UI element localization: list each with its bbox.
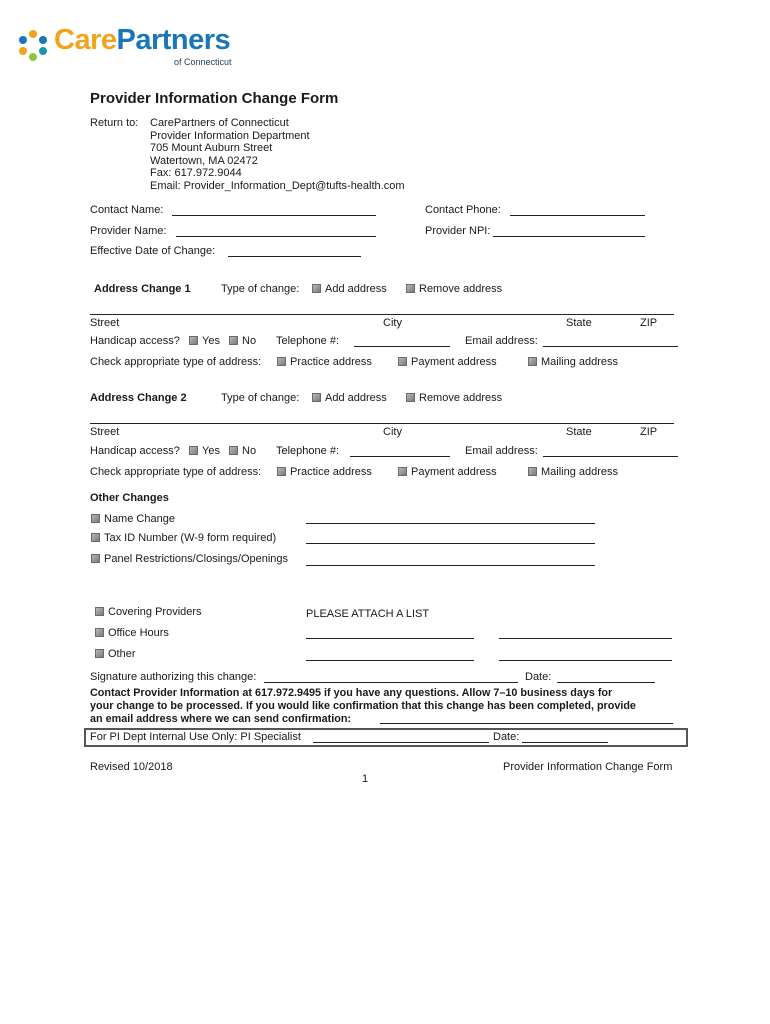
address-1-line[interactable] <box>90 314 674 315</box>
logo-mark-icon <box>16 28 50 62</box>
handicap-no-2[interactable]: No <box>229 445 256 457</box>
telephone-label-2: Telephone #: <box>276 445 339 457</box>
checkbox-icon[interactable] <box>229 336 238 345</box>
mailing-address-option-2[interactable]: Mailing address <box>528 466 618 478</box>
check-type-label-2: Check appropriate type of address: <box>90 466 262 478</box>
revised-date: Revised 10/2018 <box>90 761 173 773</box>
contact-phone-label: Contact Phone: <box>425 204 501 216</box>
covering-providers-option[interactable]: Covering Providers <box>95 606 202 618</box>
other-option[interactable]: Other <box>95 648 136 660</box>
checkbox-icon[interactable] <box>277 467 286 476</box>
panel-option[interactable]: Panel Restrictions/Closings/Openings <box>91 553 288 565</box>
notice-line-3: an email address where we can send confirmation: <box>90 713 352 725</box>
contact-name-field[interactable] <box>172 215 376 216</box>
checkbox-icon[interactable] <box>91 514 100 523</box>
name-change-field[interactable] <box>306 523 595 524</box>
telephone-label-1: Telephone #: <box>276 335 339 347</box>
notice-line-1: Contact Provider Information at 617.972.9495 if you have any questions. Allow 7–10 business days for <box>90 687 613 699</box>
remove-address-option-2[interactable]: Remove address <box>406 392 502 404</box>
pi-specialist-field[interactable] <box>313 742 489 743</box>
telephone-field-2[interactable] <box>350 456 450 457</box>
office-hours-field-2[interactable] <box>499 638 672 639</box>
provider-name-field[interactable] <box>176 236 376 237</box>
checkbox-icon[interactable] <box>312 284 321 293</box>
signature-field[interactable] <box>264 682 518 683</box>
footer-form-name: Provider Information Change Form <box>503 761 673 773</box>
checkbox-icon[interactable] <box>95 607 104 616</box>
name-change-option[interactable]: Name Change <box>91 513 175 525</box>
checkbox-icon[interactable] <box>95 628 104 637</box>
internal-date-label: Date: <box>493 731 520 743</box>
checkbox-icon[interactable] <box>95 649 104 658</box>
effective-date-field[interactable] <box>228 256 361 257</box>
handicap-label-2: Handicap access? <box>90 445 180 457</box>
checkbox-icon[interactable] <box>528 357 537 366</box>
page-title: Provider Information Change Form <box>90 90 339 107</box>
tax-id-field[interactable] <box>306 543 595 544</box>
contact-phone-field[interactable] <box>510 215 645 216</box>
contact-name-label: Contact Name: <box>90 204 164 216</box>
telephone-field-1[interactable] <box>354 346 450 347</box>
signature-label: Signature authorizing this change: <box>90 671 257 683</box>
handicap-label-1: Handicap access? <box>90 335 180 347</box>
return-to-label: Return to: <box>90 117 139 129</box>
logo-partners-text: Partners <box>116 24 231 56</box>
state-label-1: State <box>566 317 592 329</box>
checkbox-icon[interactable] <box>406 393 415 402</box>
notice-line-2: your change to be processed. If you would like confirmation that this change has been completed, provide <box>90 700 636 712</box>
handicap-no-1[interactable]: No <box>229 335 256 347</box>
page-number: 1 <box>362 773 369 785</box>
email-label-1: Email address: <box>465 335 538 347</box>
state-label-2: State <box>566 426 592 438</box>
provider-npi-label: Provider NPI: <box>425 225 491 237</box>
return-to-line-3: 705 Mount Auburn Street <box>150 142 273 154</box>
email-field-2[interactable] <box>543 456 678 457</box>
attach-list-note: PLEASE ATTACH A LIST <box>306 608 430 620</box>
return-to-line-5: Fax: 617.972.9044 <box>150 167 242 179</box>
payment-address-option-1[interactable]: Payment address <box>398 356 497 368</box>
other-changes-heading: Other Changes <box>90 492 169 504</box>
handicap-yes-1[interactable]: Yes <box>189 335 220 347</box>
practice-address-option-1[interactable]: Practice address <box>277 356 372 368</box>
city-label-2: City <box>383 426 402 438</box>
street-label-1: Street <box>90 317 120 329</box>
checkbox-icon[interactable] <box>91 554 100 563</box>
checkbox-icon[interactable] <box>528 467 537 476</box>
city-label-1: City <box>383 317 402 329</box>
checkbox-icon[interactable] <box>312 393 321 402</box>
office-hours-option[interactable]: Office Hours <box>95 627 169 639</box>
provider-name-label: Provider Name: <box>90 225 167 237</box>
remove-address-option-1[interactable]: Remove address <box>406 283 502 295</box>
email-label-2: Email address: <box>465 445 538 457</box>
provider-npi-field[interactable] <box>493 236 645 237</box>
add-address-option-1[interactable]: Add address <box>312 283 387 295</box>
other-field-1[interactable] <box>306 660 474 661</box>
office-hours-field-1[interactable] <box>306 638 474 639</box>
type-of-change-label-2: Type of change: <box>221 392 300 404</box>
signature-date-label: Date: <box>525 671 552 683</box>
checkbox-icon[interactable] <box>398 467 407 476</box>
checkbox-icon[interactable] <box>406 284 415 293</box>
payment-address-option-2[interactable]: Payment address <box>398 466 497 478</box>
checkbox-icon[interactable] <box>277 357 286 366</box>
handicap-yes-2[interactable]: Yes <box>189 445 220 457</box>
checkbox-icon[interactable] <box>229 446 238 455</box>
other-field-2[interactable] <box>499 660 672 661</box>
effective-date-label: Effective Date of Change: <box>90 245 216 257</box>
type-of-change-label-1: Type of change: <box>221 283 300 295</box>
check-type-label-1: Check appropriate type of address: <box>90 356 262 368</box>
checkbox-icon[interactable] <box>91 533 100 542</box>
zip-label-2: ZIP <box>640 426 658 438</box>
panel-field[interactable] <box>306 565 595 566</box>
address-change-2-heading: Address Change 2 <box>90 392 187 404</box>
logo-sub-text: of Connecticut <box>174 57 232 67</box>
checkbox-icon[interactable] <box>398 357 407 366</box>
return-to-line-6: Email: Provider_Information_Dept@tufts-health.com <box>150 180 405 192</box>
add-address-option-2[interactable]: Add address <box>312 392 387 404</box>
street-label-2: Street <box>90 426 120 438</box>
tax-id-option[interactable]: Tax ID Number (W-9 form required) <box>91 532 276 544</box>
checkbox-icon[interactable] <box>189 336 198 345</box>
zip-label-1: ZIP <box>640 317 658 329</box>
confirmation-email-field[interactable] <box>380 723 673 724</box>
logo <box>16 24 256 72</box>
checkbox-icon[interactable] <box>189 446 198 455</box>
logo-care-text: Care <box>54 24 117 56</box>
internal-use-label: For PI Dept Internal Use Only: PI Specialist <box>90 731 301 743</box>
return-to-line-2: Provider Information Department <box>150 130 310 142</box>
practice-address-option-2[interactable]: Practice address <box>277 466 372 478</box>
signature-date-field[interactable] <box>557 682 655 683</box>
return-to-line-1: CarePartners of Connecticut <box>150 117 289 129</box>
address-2-line[interactable] <box>90 423 674 424</box>
email-field-1[interactable] <box>543 346 678 347</box>
internal-date-field[interactable] <box>522 742 608 743</box>
mailing-address-option-1[interactable]: Mailing address <box>528 356 618 368</box>
return-to-line-4: Watertown, MA 02472 <box>150 155 258 167</box>
address-change-1-heading: Address Change 1 <box>94 283 191 295</box>
